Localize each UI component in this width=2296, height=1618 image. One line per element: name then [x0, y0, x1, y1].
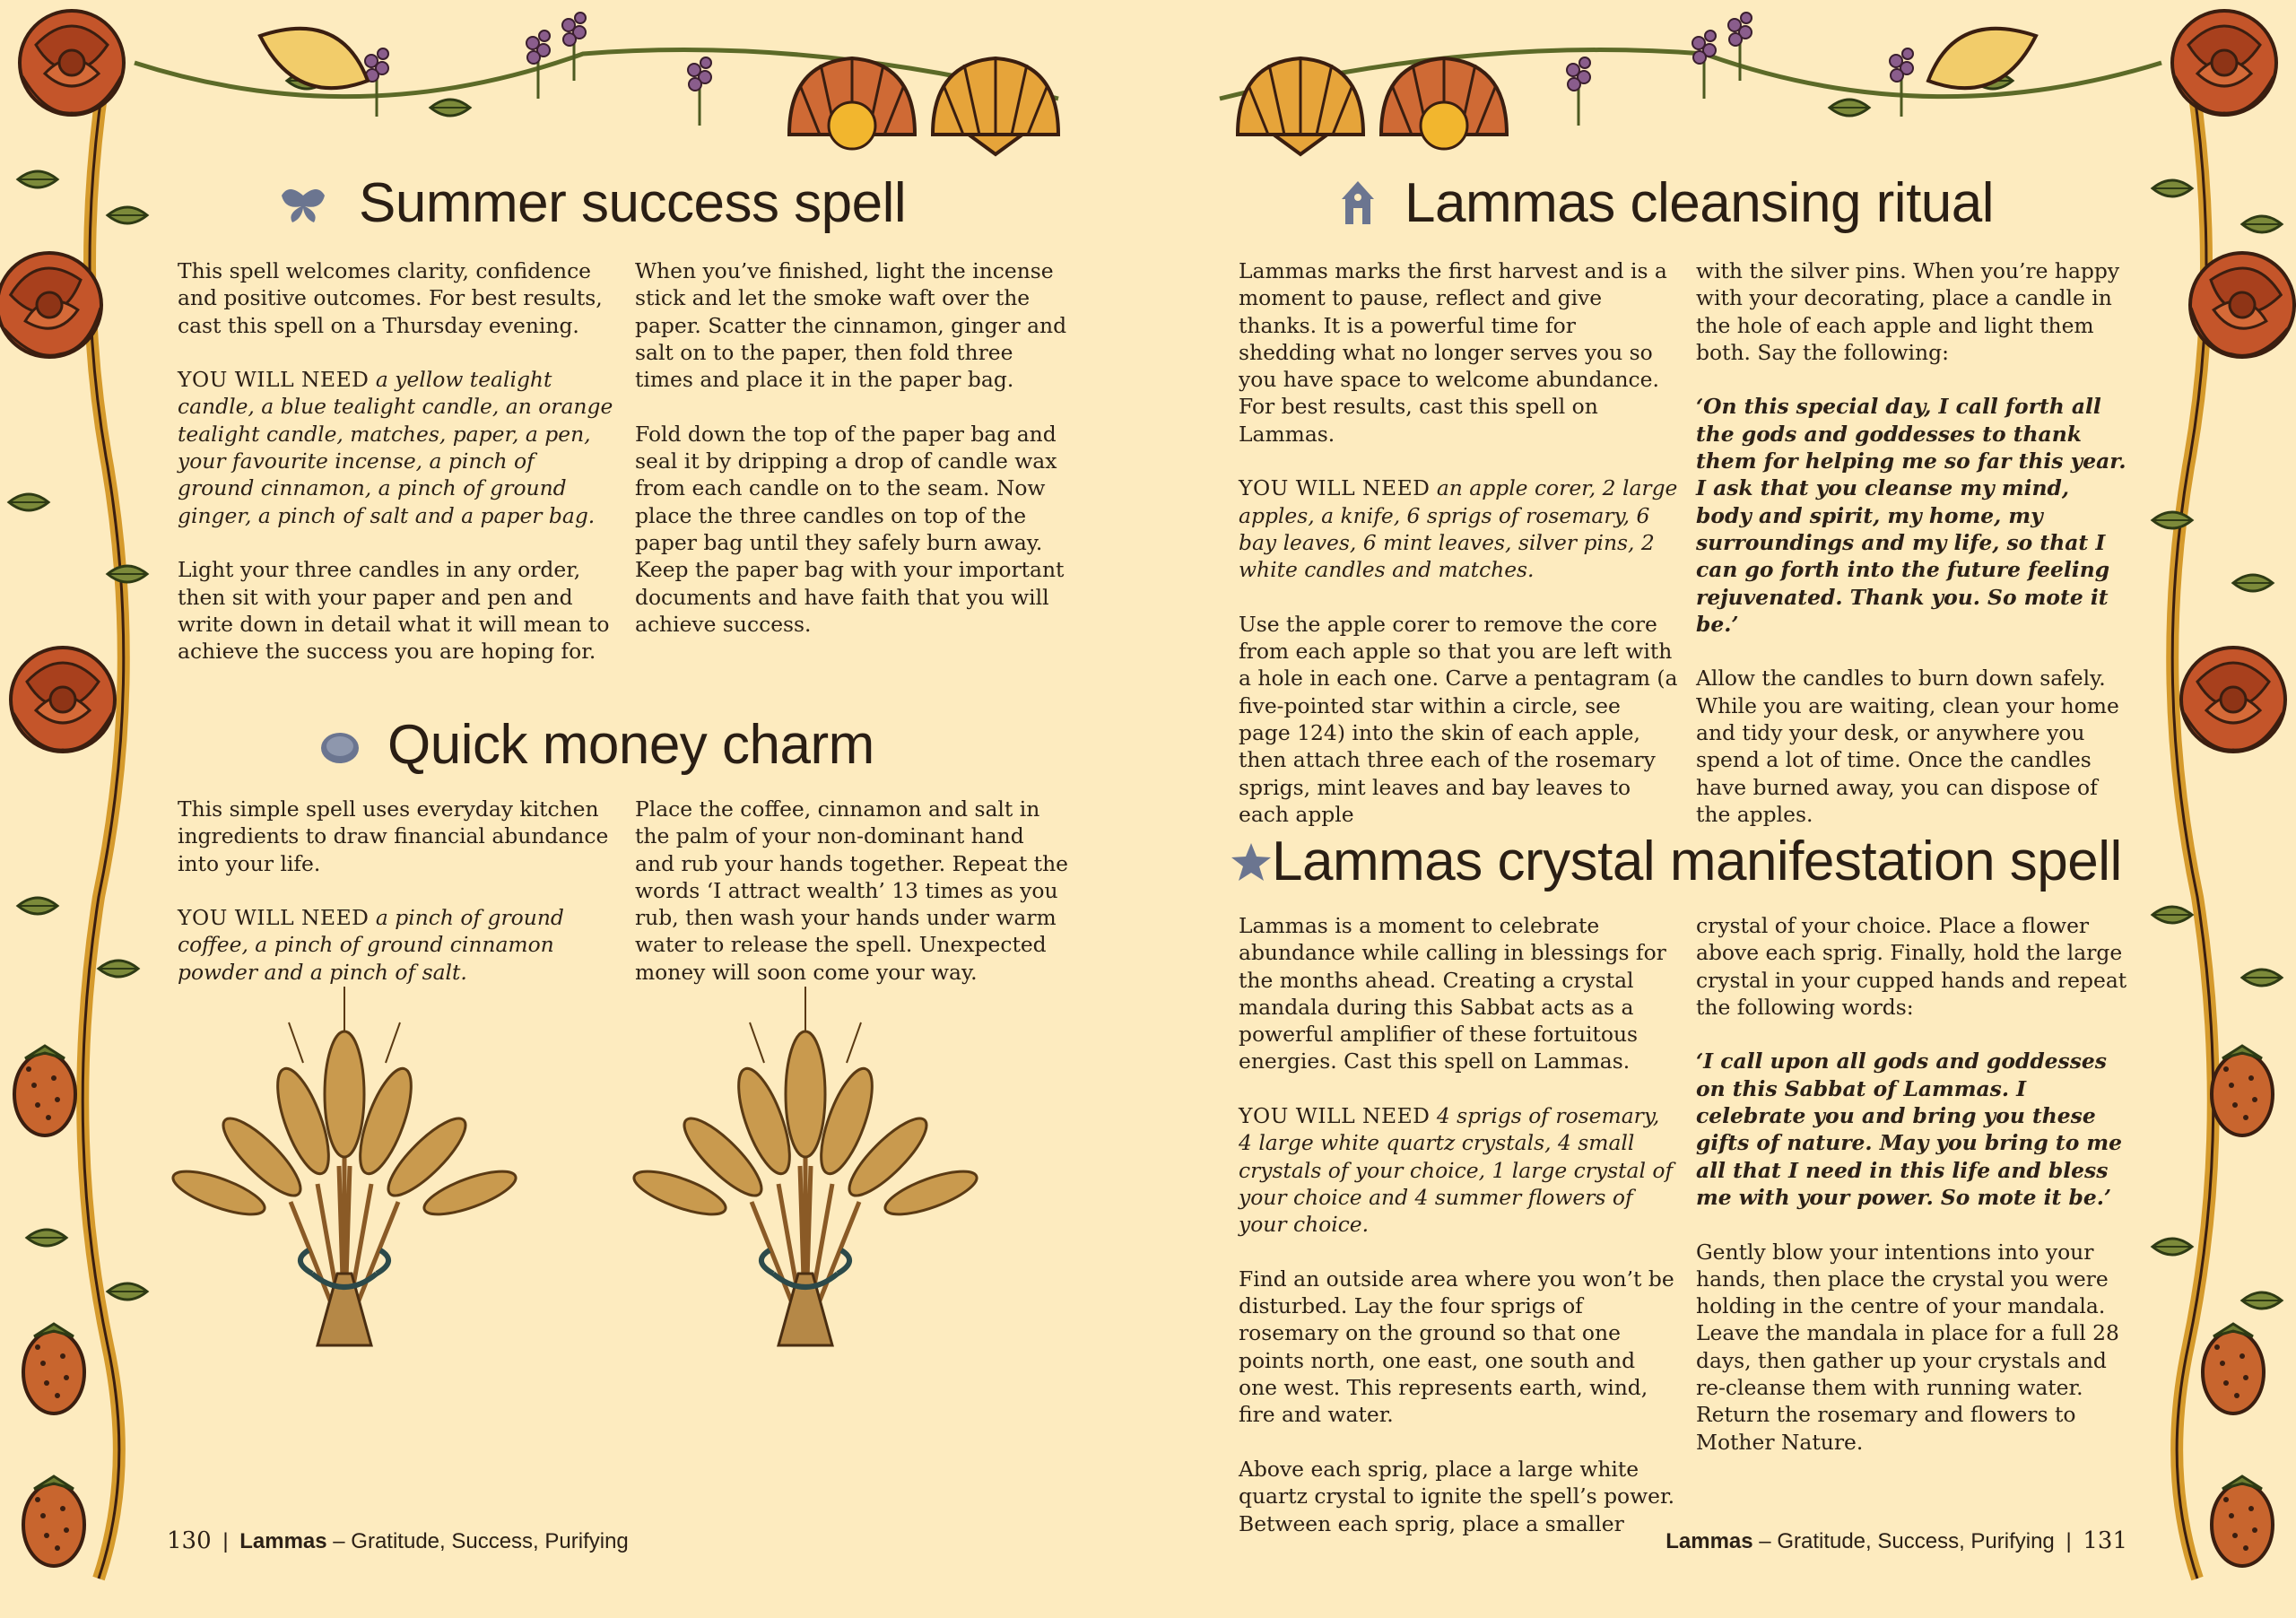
crystal-step-2: Above each sprig, place a large white quartz crystal to ignite the spell’s power. Between each sprig, place a smaller — [1239, 1456, 1675, 1536]
cleansing-col-2 — [1696, 257, 2126, 856]
need-label: YOU WILL NEED — [1239, 475, 1431, 501]
money-step-1: Place the coffee, cinnamon and salt in the palm of your non-dominant hand and rub your hands together. Repeat the words ‘I attract wealth’ 13 times as you rub, then wash your hands under warm water to release the spell. Unexpected money will soon come your way. — [635, 796, 1068, 985]
crystal-col-2 — [1696, 912, 2130, 1483]
money-intro: This simple spell uses everyday kitchen ingredients to draw financial abundance into your life. — [178, 796, 609, 876]
quick-money-title-text: Quick money charm — [387, 714, 874, 776]
need-label: YOU WILL NEED — [1239, 1103, 1431, 1129]
wheat-sheaf — [169, 987, 520, 1345]
summer-need — [178, 366, 613, 529]
footer-themes: Gratitude, Success, Purifying — [351, 1529, 629, 1553]
wheat-sheaf — [630, 987, 981, 1345]
summer-step-2: When you’ve finished, light the incense stick and let the smoke waft over the paper. Scatter the cinnamon, ginger and salt on to the paper, then fold three times and place it in the paper bag. — [635, 258, 1067, 393]
cleansing-intro: Lammas marks the first harvest and is a moment to pause, reflect and give thanks. It is a powerful time for shedding what no longer serves you so you have space to welcome abundance. For best results, cast this spell on Lammas. — [1239, 258, 1667, 447]
summer-step-3: Fold down the top of the paper bag and seal it by dripping a drop of candle wax from each candle on to the seam. Now place the three candles on top of the paper bag until they safely burn away. Keep the paper bag with your important documents and have faith that you will achieve success. — [635, 421, 1065, 637]
footer-dash: – — [1752, 1529, 1778, 1553]
need-label: YOU WILL NEED — [178, 905, 370, 931]
cleansing-quote: ‘On this special day, I call forth all the gods and goddesses to thank them for helping me so far this year. I ask that you cleanse my mind, body and spirit, my home, my surroundings and my life, so that I can go forth into the future feeling rejuvenated. Thank you. So mote it be.’ — [1696, 394, 2126, 637]
need-items: 4 sprigs of rosemary, 4 large white quartz crystals, 4 small crystals of your choice, 1 large crystal of your choice and 4 summer flowers of your choice. — [1239, 1103, 1674, 1238]
footer-separator: | — [2066, 1529, 2072, 1553]
summer-intro: This spell welcomes clarity, confidence and positive outcomes. For best results, cast this spell on a Thursday evening. — [178, 258, 603, 338]
cleansing-col-1 — [1239, 257, 1678, 856]
cleansing-step-1: Use the apple corer to remove the core from each apple so that you are left with a hole in each one. Carve a pentagram (a five-pointed star within a circle, see page 124) into the skin of each apple, then attach three each of the rosemary sprigs, mint leaves and bay leaves to each apple — [1239, 611, 1678, 827]
summer-col-1 — [178, 257, 613, 692]
section-name: Lammas — [239, 1529, 327, 1553]
section-name: Lammas — [1665, 1529, 1753, 1553]
crystal-step-3: crystal of your choice. Place a flower above each sprig. Finally, hold the large crystal in your cupped hands and repeat the following words: — [1696, 913, 2127, 1020]
page-number: 130 — [167, 1527, 212, 1554]
money-need — [178, 904, 613, 986]
house-icon — [1340, 179, 1376, 226]
star-icon — [1231, 841, 1272, 883]
footer-separator: | — [222, 1529, 229, 1553]
summer-step-1: Light your three candles in any order, then sit with your paper and pen and write down in detail what it will mean to achieve the success you are hoping for. — [178, 557, 610, 665]
summer-success-title — [359, 172, 907, 234]
summer-col-2 — [635, 257, 1069, 665]
footer-dash: – — [326, 1529, 352, 1553]
money-col-2 — [635, 796, 1069, 1013]
lammas-crystal-title-text: Lammas crystal manifestation spell — [1272, 831, 2122, 892]
lammas-cleansing-title — [1405, 172, 1995, 234]
page-number: 131 — [2083, 1527, 2127, 1554]
cleansing-step-3: Allow the candles to burn down safely. While you are waiting, clean your home and tidy your desk, or anywhere you spend a lot of time. Once the candles have burned away, you can dispose of the apples. — [1696, 665, 2119, 827]
summer-success-title-text: Summer success spell — [359, 172, 907, 234]
cleansing-need — [1239, 474, 1678, 583]
left-footer — [167, 1527, 629, 1555]
crystal-quote: ‘I call upon all gods and goddesses on this Sabbat of Lammas. I celebrate you and bring you these gifts of nature. May you bring to me all that I need in this life and bless me with your power. So mote it be.’ — [1696, 1048, 2123, 1210]
need-items: a yellow tealight candle, a blue tealight candle, an orange tealight candle, matches, paper, a pen, your favourite incense, a pinch of ground cinnamon, a pinch of ground ginger, a pinch of salt and a paper bag. — [178, 367, 613, 528]
crystal-intro: Lammas is a moment to celebrate abundance while calling in blessings for the months ahead. Creating a crystal mandala during this Sabbat acts as a powerful amplifier of these fortuitous energies. Cast this spell on Lammas. — [1239, 913, 1666, 1074]
lammas-crystal-title — [1272, 831, 2122, 892]
need-items: an apple corer, 2 large apples, a knife, 6 sprigs of rosemary, 6 bay leaves, 6 mint leaves, silver pins, 2 white candles and matches. — [1239, 475, 1678, 583]
footer-themes: Gratitude, Success, Purifying — [1777, 1529, 2055, 1553]
crystal-col-1 — [1239, 912, 1678, 1564]
crystal-step-1: Find an outside area where you won’t be disturbed. Lay the four sprigs of rosemary on the ground so that one points north, one east, one south and one west. This represents earth, wind, fire and water. — [1239, 1266, 1674, 1428]
crystal-need — [1239, 1102, 1678, 1238]
money-col-1 — [178, 796, 613, 1013]
quick-money-title — [387, 714, 874, 776]
cleansing-step-2: with the silver pins. When you’re happy with your decorating, place a candle in the hole of each apple and light them both. Say the following: — [1696, 258, 2120, 365]
need-items: a pinch of ground coffee, a pinch of ground cinnamon powder and a pinch of salt. — [178, 905, 564, 985]
right-footer — [1665, 1527, 2127, 1555]
lammas-cleansing-title-text: Lammas cleansing ritual — [1405, 172, 1995, 234]
crystal-step-4: Gently blow your intentions into your hands, then place the crystal you were holding in the centre of your mandala. Leave the mandala in place for a full 28 days, then gather up your crystals and re-cleanse them with running water. Return the rosemary and flowers to Mother Nature. — [1696, 1239, 2119, 1455]
need-label: YOU WILL NEED — [178, 367, 370, 393]
coin-icon — [319, 730, 361, 766]
butterfly-icon — [280, 187, 326, 224]
